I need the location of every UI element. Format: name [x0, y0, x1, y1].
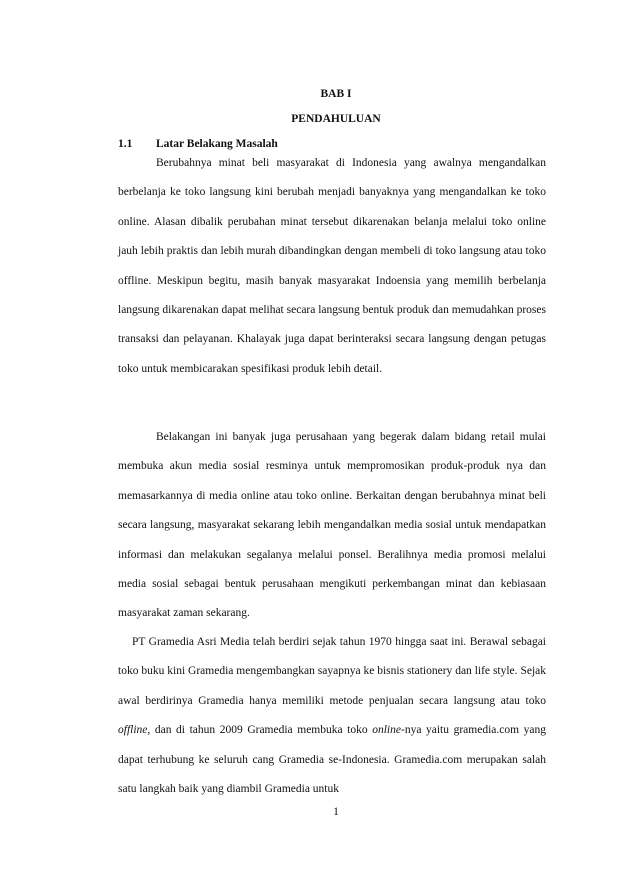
paragraph-3-text-2: , dan di tahun 2009 Gramedia membuka toko: [147, 724, 373, 737]
paragraph-3-text-1: PT Gramedia Asri Media telah berdiri sejak tahun 1970 hingga saat ini. Berawal sebagai toko buku kini Gramedia mengembangkan sayapnya ke bisnis stationery dan life style. Sejak awal berdirinya Gramedia hanya memiliki metode penjualan secara langsung atau toko: [118, 636, 546, 707]
paragraph-3-italic-offline: offline: [118, 724, 148, 737]
paragraph-3-text-3: -nya yaitu gramedia.com yang dapat terhubung ke seluruh cang Gramedia se-Indonesia. Gramedia.com merupakan salah satu langkah baik yang diambil Gramedia untuk: [118, 724, 546, 796]
paragraph-2: Belakangan ini banyak juga perusahaan yang begerak dalam bidang retail mulai membuka akun media sosial resminya untuk mempromosikan produk-produk nya dan memasarkannya di media online atau toko online. Berkaitan dengan berubahnya minat beli secara langsung, masyarakat sekarang lebih mengandalkan media sosial untuk mendapatkan informasi dan melakukan segalanya melalui ponsel. Beralihnya media promosi melalui media sosial sebagai bentuk perusahaan mengikuti perkembangan minat dan kebiasaan masyarakat zaman sekarang.: [118, 431, 546, 620]
section-number: 1.1: [118, 138, 133, 150]
page-number: 1: [333, 806, 339, 818]
chapter-number: BAB I: [320, 88, 352, 100]
paragraph-3-italic-online: online: [372, 724, 401, 737]
section-title: Latar Belakang Masalah: [156, 138, 278, 150]
paragraph-3: [118, 628, 546, 804]
chapter-title: PENDAHULUAN: [291, 113, 381, 125]
paragraph-1: Berubahnya minat beli masyarakat di Indonesia yang awalnya mengandalkan berbelanja ke toko langsung kini berubah menjadi banyaknya yang mengandalkan ke toko online. Alasan dibalik perubahan minat tersebut dikarenakan belanja melalui toko online jauh lebih praktis dan lebih murah dibandingkan dengan membeli di toko langsung atau toko offline. Meskipun begitu, masih banyak masyarakat Indoensia yang memilih berbelanja langsung dikarenakan dapat melihat secara langsung bentuk produk dan memudahkan proses transaksi dan pelayanan. Khalayak juga dapat berinteraksi secara langsung dengan petugas toko untuk membicarakan spesifikasi produk lebih detail.: [118, 157, 546, 375]
